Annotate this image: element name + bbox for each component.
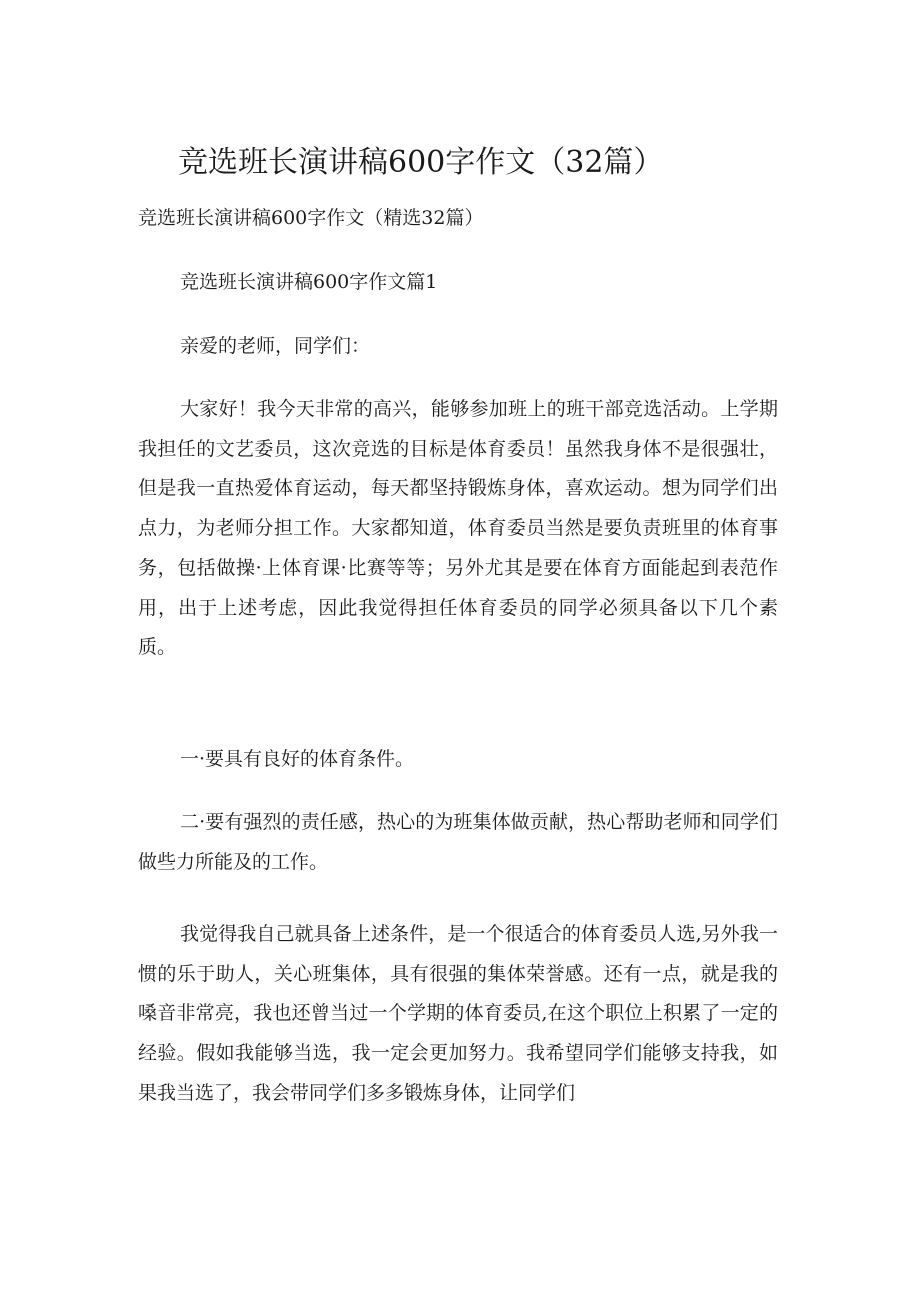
paragraph-point-two: 二·要有强烈的责任感，热心的为班集体做贡献，热心帮助老师和同学们做些力所能及的工作。 bbox=[138, 811, 778, 873]
section-heading: 竞选班长演讲稿600字作文篇1 bbox=[180, 271, 438, 293]
document-subtitle: 竞选班长演讲稿600字作文（精选32篇） bbox=[138, 207, 484, 229]
paragraph-self-description: 我觉得我自己就具备上述条件，是一个很适合的体育委员人选,另外我一惯的乐于助人，关心班集体，具有很强的集体荣誉感。还有一点，就是我的嗓音非常亮，我也还曾当过一个学期的体育委员,在这个职位上积累了一定的经验。假如我能够当选，我一定会更加努力。我希望同学们能够支持我，如果我当选了，我会带同学们多多锻炼身体，让同学们 bbox=[138, 923, 778, 1104]
paragraph-greeting: 亲爱的老师，同学们： bbox=[180, 335, 371, 357]
document-title: 竞选班长演讲稿600字作文（32篇） bbox=[178, 145, 664, 180]
paragraph-point-one: 一·要具有良好的体育条件。 bbox=[180, 748, 415, 770]
paragraph-intro: 大家好！我今天非常的高兴，能够参加班上的班干部竞选活动。上学期我担任的文艺委员，这次竞选的目标是体育委员！虽然我身体不是很强壮，但是我一直热爱体育运动，每天都坚持锻炼身体，喜欢运动。想为同学们出点力，为老师分担工作。大家都知道，体育委员当然是要负责班里的体育事务，包括做操·上体育课·比赛等等；另外尤其是要在体育方面能起到表范作用，出于上述考虑，因此我觉得担任体育委员的同学必须具备以下几个素质。 bbox=[138, 398, 778, 659]
